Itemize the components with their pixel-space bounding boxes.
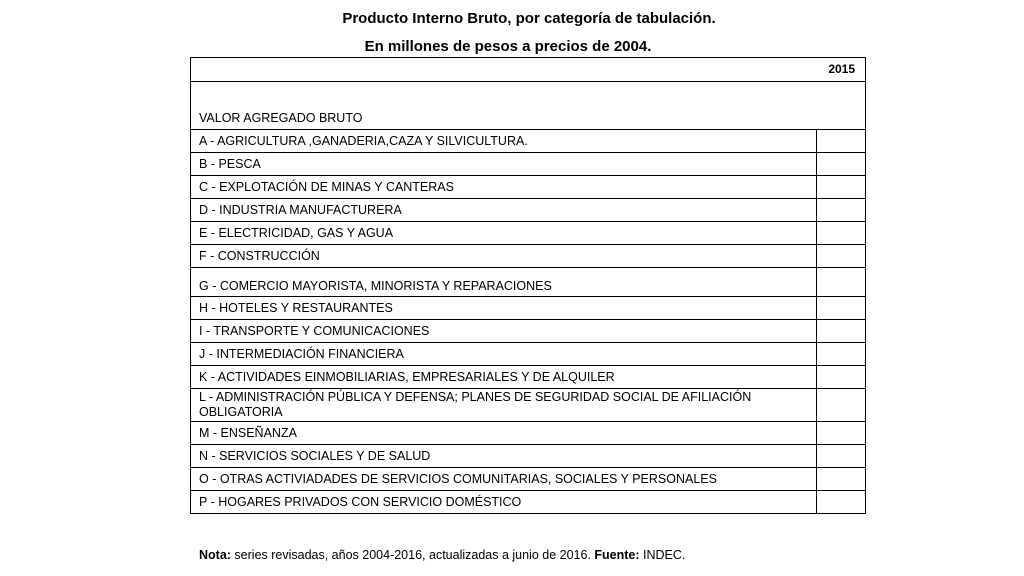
row-label: E - ELECTRICIDAD, GAS Y AGUA <box>191 222 817 245</box>
row-value <box>817 268 866 297</box>
table-row <box>191 297 866 320</box>
source-label: Fuente: <box>594 548 640 562</box>
row-label: O - OTRAS ACTIVIADADES DE SERVICIOS COMUNITARIAS, SOCIALES Y PERSONALES <box>191 468 817 491</box>
footnote <box>199 548 685 562</box>
row-label: B - PESCA <box>191 153 817 176</box>
table-row <box>191 468 866 491</box>
note-text: series revisadas, años 2004-2016, actualizadas a junio de 2016. <box>230 548 595 562</box>
row-label: K - ACTIVIDADES EINMOBILIARIAS, EMPRESARIALES Y DE ALQUILER <box>191 366 817 389</box>
row-label: M - ENSEÑANZA <box>191 422 817 445</box>
value-added-header: VALOR AGREGADO BRUTO <box>191 82 866 130</box>
row-label: C - EXPLOTACIÓN DE MINAS Y CANTERAS <box>191 176 817 199</box>
row-label: N - SERVICIOS SOCIALES Y DE SALUD <box>191 445 817 468</box>
table-row <box>191 176 866 199</box>
table-row <box>191 130 866 153</box>
row-label: H - HOTELES Y RESTAURANTES <box>191 297 817 320</box>
row-label: I - TRANSPORTE Y COMUNICACIONES <box>191 320 817 343</box>
row-label: F - CONSTRUCCIÓN <box>191 245 817 268</box>
table-row <box>191 245 866 268</box>
row-value <box>817 389 866 422</box>
table-row <box>191 445 866 468</box>
table-row <box>191 268 866 297</box>
source-text: INDEC. <box>639 548 686 562</box>
table-row <box>191 222 866 245</box>
table-row <box>191 422 866 445</box>
table-row <box>191 491 866 514</box>
row-value <box>817 366 866 389</box>
row-value <box>817 343 866 366</box>
table-row <box>191 153 866 176</box>
page-title: Producto Interno Bruto, por categoría de tabulación. <box>342 10 716 27</box>
page-subtitle: En millones de pesos a precios de 2004. <box>364 38 652 55</box>
year-header: 2015 <box>191 58 866 82</box>
row-value <box>817 320 866 343</box>
gdp-table <box>190 57 866 514</box>
row-value <box>817 445 866 468</box>
table-row <box>191 320 866 343</box>
table-row <box>191 366 866 389</box>
row-label: A - AGRICULTURA ,GANADERIA,CAZA Y SILVICULTURA. <box>191 130 817 153</box>
row-value <box>817 153 866 176</box>
row-value <box>817 199 866 222</box>
row-value <box>817 422 866 445</box>
row-label: P - HOGARES PRIVADOS CON SERVICIO DOMÉSTICO <box>191 491 817 514</box>
row-value <box>817 245 866 268</box>
year-row <box>191 58 866 82</box>
row-value <box>817 468 866 491</box>
row-label: G - COMERCIO MAYORISTA, MINORISTA Y REPARACIONES <box>191 268 817 297</box>
note-label: Nota: <box>199 548 231 562</box>
table-row <box>191 199 866 222</box>
table-row <box>191 343 866 366</box>
row-label: J - INTERMEDIACIÓN FINANCIERA <box>191 343 817 366</box>
row-value <box>817 297 866 320</box>
row-value <box>817 130 866 153</box>
row-value <box>817 222 866 245</box>
row-label: D - INDUSTRIA MANUFACTURERA <box>191 199 817 222</box>
table-row <box>191 389 866 422</box>
row-label: L - ADMINISTRACIÓN PÚBLICA Y DEFENSA; PLANES DE SEGURIDAD SOCIAL DE AFILIACIÓN OBLIGATORIA <box>191 389 817 422</box>
header-row <box>191 82 866 130</box>
row-value <box>817 176 866 199</box>
row-value <box>817 491 866 514</box>
